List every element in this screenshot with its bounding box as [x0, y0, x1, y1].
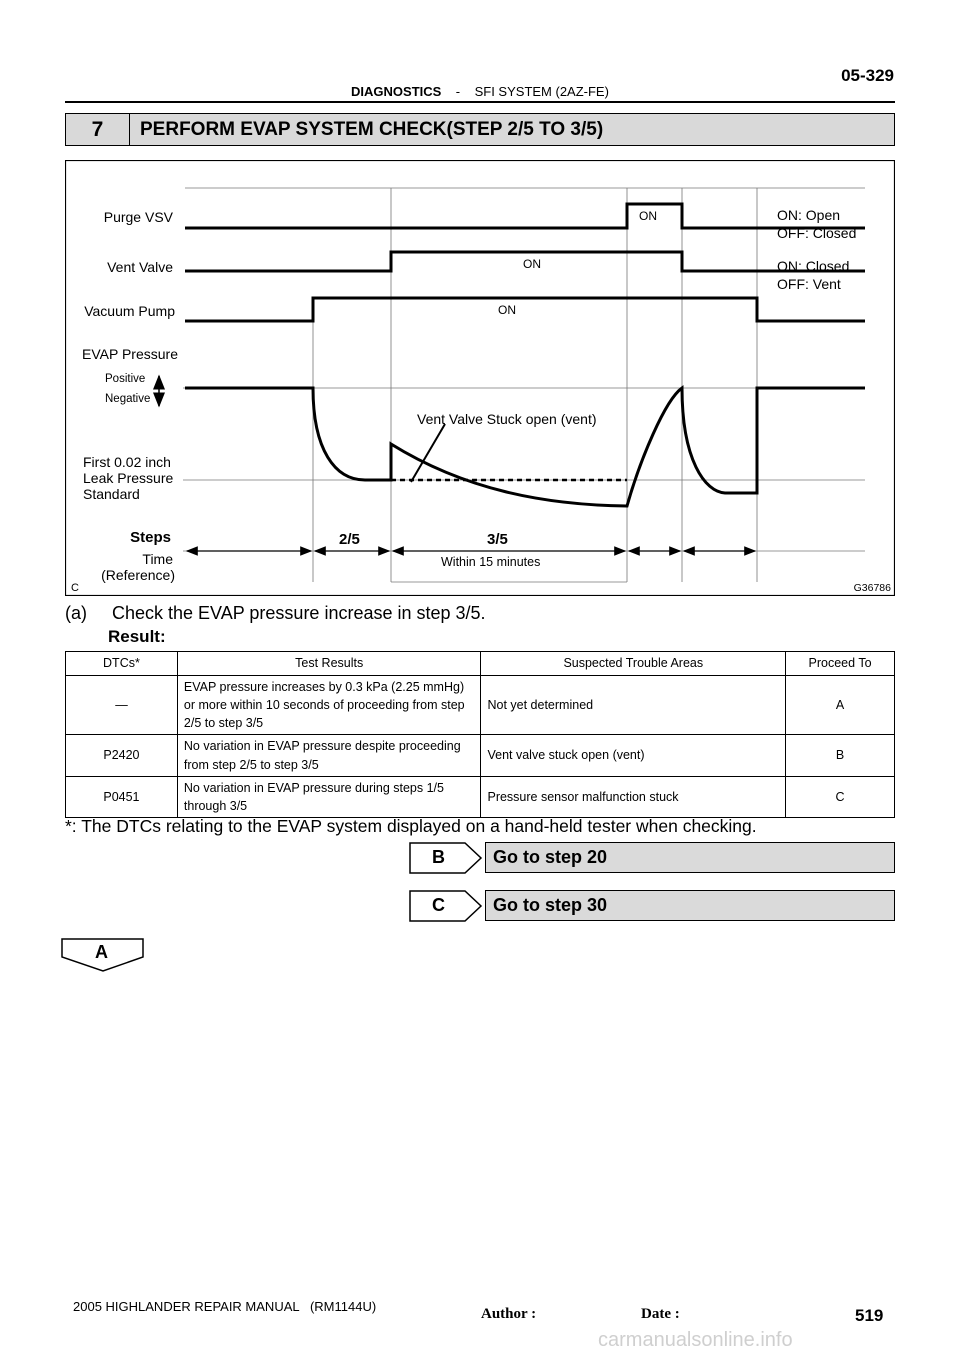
goto-step-30[interactable]	[485, 890, 895, 921]
test-result-line: No variation in EVAP pressure despite proceeding	[183, 739, 461, 754]
positive-label: Positive	[105, 373, 146, 385]
purge-on-label: ON	[639, 209, 657, 223]
test-result-line: or more within 10 seconds of proceeding from step	[183, 698, 465, 713]
goto-step-20-label: Go to step 20	[493, 847, 608, 867]
trouble-area: Not yet determined	[481, 676, 786, 735]
pump-on-label: ON	[498, 303, 516, 317]
column-header-dtcs: DTCs*	[66, 652, 178, 676]
test-result-line: No variation in EVAP pressure during steps 1/5	[183, 780, 444, 795]
vent-on-label: ON	[523, 257, 541, 271]
test-result	[177, 735, 481, 776]
table-row	[66, 735, 895, 776]
subsection-title: SFI SYSTEM (2AZ-FE)	[474, 84, 609, 99]
step-label-3-5: 3/5	[487, 531, 508, 548]
step-label-2-5: 2/5	[339, 531, 360, 548]
table-row	[66, 776, 895, 817]
step-number: 7	[66, 114, 130, 145]
leak-standard-label-1: First 0.02 inch	[83, 454, 171, 470]
dtc-footnote: *: The DTCs relating to the EVAP system displayed on a hand-held tester when checking.	[65, 816, 757, 836]
negative-label: Negative	[105, 393, 151, 405]
author-label: Author :	[481, 1306, 537, 1322]
test-result-line: EVAP pressure increases by 0.3 kPa (2.25 mmHg)	[183, 680, 465, 694]
instruction-text: (a) Check the EVAP pressure increase in step 3/5.	[65, 603, 486, 623]
page-code: 05-329	[841, 66, 894, 85]
evap-pressure-curve	[185, 388, 865, 506]
step-title: PERFORM EVAP SYSTEM CHECK(STEP 2/5 TO 3/5)	[140, 119, 604, 140]
branch-c-arrow	[409, 890, 483, 922]
goto-step-30-label: Go to step 30	[493, 895, 608, 915]
branch-a-letter: A	[95, 942, 108, 962]
test-result	[177, 776, 481, 817]
figure-id: G36786	[853, 582, 891, 594]
leak-standard-label-3: Standard	[83, 486, 140, 502]
header-separator: -	[455, 84, 461, 99]
dtc-code: P0451	[66, 776, 178, 817]
proceed-to: A	[786, 676, 895, 735]
guide-lines	[183, 188, 865, 582]
table-header-row	[66, 652, 895, 676]
vacuum-pump-label: Vacuum Pump	[84, 303, 175, 319]
annotation-pointer	[411, 424, 445, 482]
column-header-trouble-areas: Suspected Trouble Areas	[481, 652, 786, 676]
purge-vsv-signal	[185, 204, 865, 228]
branch-b-arrow	[409, 842, 483, 874]
branch-b-letter: B	[432, 847, 445, 867]
legend-purge-off: OFF: Closed	[777, 225, 857, 241]
trouble-area: Vent valve stuck open (vent)	[481, 735, 786, 776]
manual-title: 2005 HIGHLANDER REPAIR MANUAL (RM1144U)	[73, 1299, 377, 1314]
section-header	[0, 84, 960, 99]
time-label: Time	[142, 551, 173, 567]
section-title: DIAGNOSTICS	[351, 84, 442, 99]
proceed-to: C	[786, 776, 895, 817]
test-result-line: 2/5 to step 3/5	[183, 716, 264, 731]
goto-step-20[interactable]	[485, 842, 895, 873]
result-label: Result:	[108, 627, 166, 646]
stuck-open-annotation: Vent Valve Stuck open (vent)	[417, 411, 597, 427]
vent-valve-label: Vent Valve	[107, 259, 173, 275]
header-rule	[65, 101, 895, 103]
test-result-line: through 3/5	[183, 798, 248, 813]
purge-vsv-label: Purge VSV	[103, 209, 173, 225]
column-header-test-results: Test Results	[177, 652, 481, 676]
column-header-proceed-to: Proceed To	[786, 652, 895, 676]
evap-pressure-label: EVAP Pressure	[82, 346, 178, 362]
watermark: carmanualsonline.info	[598, 1329, 793, 1351]
test-result-line: from step 2/5 to step 3/5	[183, 757, 319, 772]
dtc-code: —	[66, 676, 178, 735]
table-row	[66, 676, 895, 735]
legend-vent-on: ON: Closed	[777, 258, 850, 274]
leak-standard-label-2: Leak Pressure	[83, 470, 174, 486]
vacuum-pump-signal	[185, 298, 865, 321]
date-label: Date :	[641, 1306, 680, 1322]
step-title-bar	[65, 113, 895, 146]
figure-corner-label: C	[71, 582, 79, 594]
legend-vent-off: OFF: Vent	[777, 276, 841, 292]
test-result	[177, 676, 481, 735]
branch-c-letter: C	[432, 895, 445, 915]
duration-label: Within 15 minutes	[441, 555, 541, 569]
steps-label: Steps	[130, 529, 171, 546]
dtc-results-table	[65, 651, 895, 818]
page-number: 519	[855, 1306, 884, 1325]
time-reference-label: (Reference)	[101, 567, 175, 583]
dtc-code: P2420	[66, 735, 178, 776]
timing-diagram	[65, 160, 895, 596]
legend-purge-on: ON: Open	[777, 207, 841, 223]
trouble-area: Pressure sensor malfunction stuck	[481, 776, 786, 817]
proceed-to: B	[786, 735, 895, 776]
